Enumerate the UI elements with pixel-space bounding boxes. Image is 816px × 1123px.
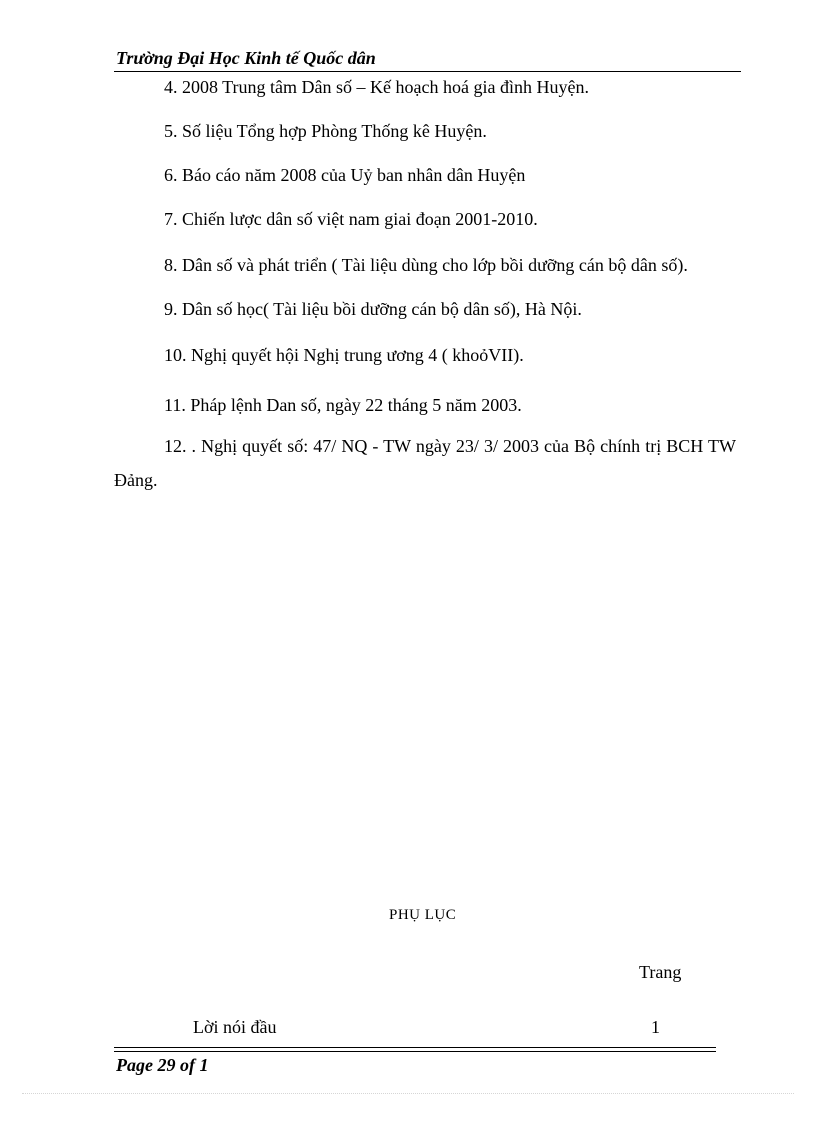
toc-entry-label: Lời nói đầu: [193, 1017, 277, 1037]
reference-item: 12. . Nghị quyết số: 47/ NQ - TW ngày 23/ 3/ 2003 của Bộ chính trị BCH TW Đảng.: [114, 436, 736, 490]
footer-page-number: Page 29 of 1: [116, 1055, 209, 1075]
footer-divider: [114, 1051, 716, 1052]
page-edge-divider: [22, 1093, 794, 1094]
reference-item: 4. 2008 Trung tâm Dân số – Kế hoạch hoá gia đình Huyện.: [164, 77, 589, 97]
footer-divider: [114, 1047, 716, 1048]
reference-item: 7. Chiến lược dân số việt nam giai đoạn 2001-2010.: [164, 209, 538, 229]
appendix-title: PHỤ LỤC: [389, 907, 457, 923]
toc-entry-page: 1: [651, 1017, 660, 1037]
reference-item: 5. Số liệu Tổng hợp Phòng Thống kê Huyện.: [164, 121, 487, 141]
reference-item: 10. Nghị quyết hội Nghị trung ương 4 ( khoỏVII).: [164, 345, 524, 365]
reference-item: 8. Dân số và phát triển ( Tài liệu dùng cho lớp bồi dưỡng cán bộ dân số).: [164, 255, 688, 275]
page-column-label: Trang: [639, 962, 682, 982]
reference-item: 6. Báo cáo năm 2008 của Uỷ ban nhân dân Huyện: [164, 165, 526, 185]
header-title: Trường Đại Học Kinh tế Quốc dân: [116, 48, 376, 68]
reference-item: 11. Pháp lệnh Dan số, ngày 22 tháng 5 năm 2003.: [164, 395, 522, 415]
header-divider: [114, 71, 741, 72]
reference-item: 9. Dân số học( Tài liệu bồi dưỡng cán bộ dân số), Hà Nội.: [164, 299, 582, 319]
